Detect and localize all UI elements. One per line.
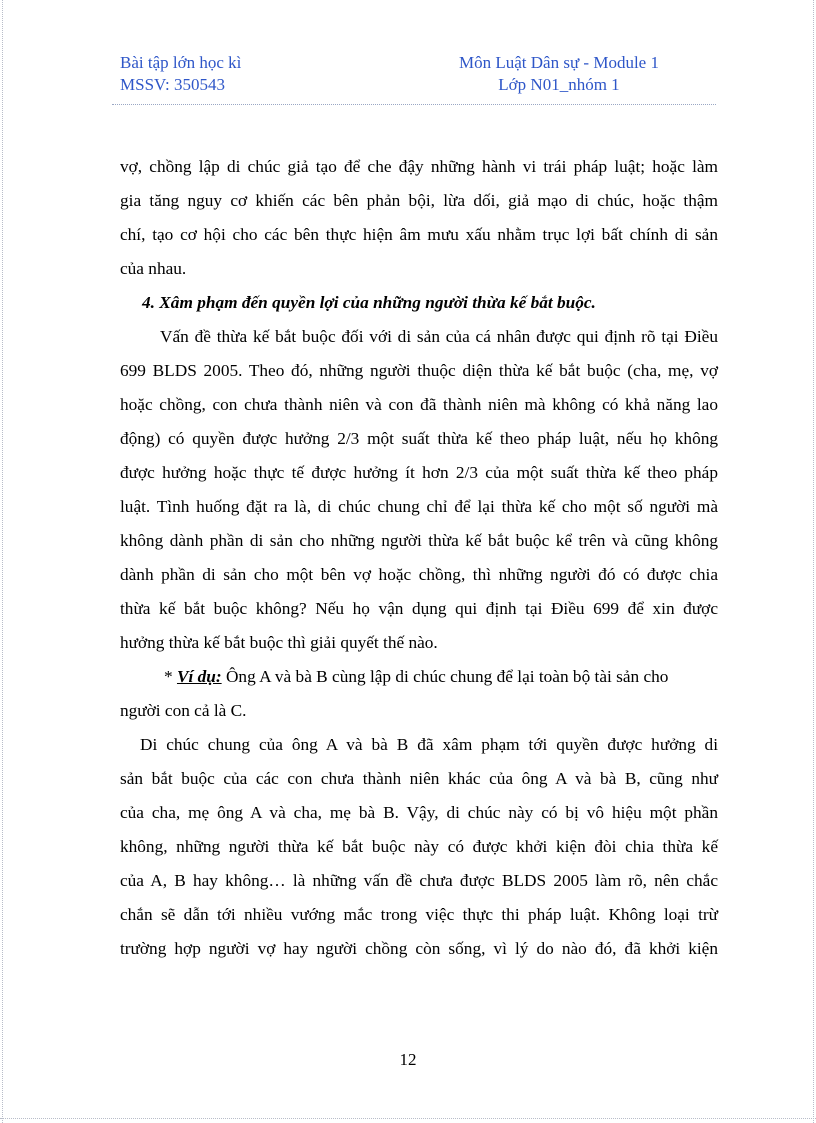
body-line: luật. Tình huống đặt ra là, di chúc chung chỉ để lại thừa kế cho một số người mà [120, 497, 718, 516]
header-divider [112, 104, 716, 105]
body-line: Vấn đề thừa kế bắt buộc đối với di sản của cá nhân được qui định rõ tại Điều [160, 327, 718, 346]
page-number: 12 [399, 1050, 417, 1069]
document-body [120, 150, 718, 966]
example-line-2: người con cả là C. [120, 701, 247, 720]
header-course: Bài tập lớn học kì [120, 53, 242, 72]
body-line: của nhau. [120, 259, 187, 278]
header-left [120, 52, 241, 96]
body-line: chắn sẽ dẫn tới nhiều vướng mắc trong việc thực thi pháp luật. Không loại trừ [120, 905, 718, 924]
body-line: sản bắt buộc của các con chưa thành niên khác của ông A và bà B, cũng như [120, 769, 718, 788]
body-line: dành phần di sản cho một bên vợ hoặc chồng, thì những người đó có được chia [120, 565, 718, 584]
body-line: trường hợp người vợ hay người chồng còn sống, vì lý do nào đó, đã khởi kiện [120, 939, 718, 958]
header-right [459, 52, 659, 96]
body-line: Di chúc chung của ông A và bà B đã xâm phạm tới quyền được hưởng di [140, 735, 718, 754]
body-line: không, những người thừa kế bắt buộc này có được khởi kiện đòi chia thừa kế [120, 837, 718, 856]
body-line: của cha, mẹ ông A và cha, mẹ bà B. Vậy, di chúc này có bị vô hiệu một phần [120, 803, 718, 822]
example-text: Ông A và bà B cùng lập di chúc chung để lại toàn bộ tài sản cho [221, 667, 669, 686]
body-line: hưởng thừa kế bắt buộc thì giải quyết thế nào. [120, 633, 438, 652]
body-line: hoặc chồng, con chưa thành niên và con đã thành niên mà không có khả năng lao [120, 395, 718, 414]
body-line: của A, B hay không… là những vấn đề chưa được BLDS 2005 làm rõ, nên chắc [120, 871, 718, 890]
example-label: Ví dụ: [176, 667, 222, 686]
page-frame-left [2, 0, 3, 1123]
body-line: được hưởng hoặc thực tế được hưởng ít hơn 2/3 của một suất thừa kế theo pháp [120, 463, 718, 482]
example-prefix: * [164, 667, 177, 686]
body-line: không dành phần di sản cho những người thừa kế bắt buộc kể trên và cũng không [120, 531, 718, 550]
section-heading: 4. Xâm phạm đến quyền lợi của những người thừa kế bắt buộc. [142, 293, 596, 312]
header-student-id: MSSV: 350543 [120, 75, 226, 94]
body-line: động) có quyền được hưởng 2/3 một suất thừa kế theo pháp luật, nếu họ không [120, 429, 718, 448]
body-line: chí, tạo cơ hội cho các bên thực hiện âm mưu xấu nhằm trục lợi bất chính di sản [120, 225, 718, 244]
page-frame-right [813, 0, 814, 1123]
header-subject: Môn Luật Dân sự - Module 1 [459, 53, 659, 72]
body-line: thừa kế bắt buộc không? Nếu họ vận dụng qui định tại Điều 699 để xin được [120, 599, 718, 618]
body-line: 699 BLDS 2005. Theo đó, những người thuộc diện thừa kế bắt buộc (cha, mẹ, vợ [120, 361, 718, 380]
header-class: Lớp N01_nhóm 1 [498, 75, 620, 94]
body-line: vợ, chồng lập di chúc giả tạo để che đậy những hành vi trái pháp luật; hoặc làm [120, 157, 718, 176]
example-line [120, 660, 718, 694]
page-frame-bottom [0, 1118, 816, 1119]
body-line: gia tăng nguy cơ khiến các bên phản bội, lừa dối, giả mạo di chúc, hoặc thậm [120, 191, 718, 210]
